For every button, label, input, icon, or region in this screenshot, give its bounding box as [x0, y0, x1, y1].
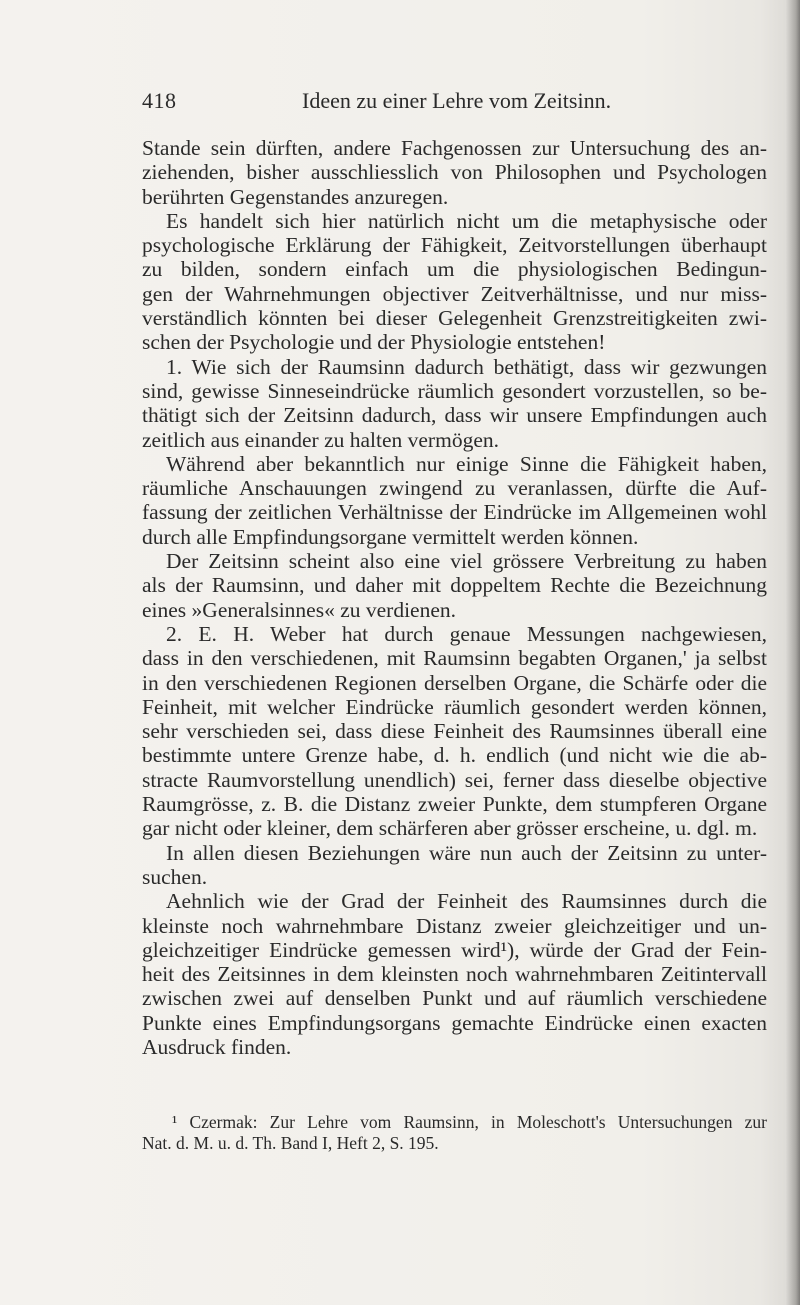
running-head: Ideen zu einer Lehre vom Zeitsinn. — [302, 88, 612, 113]
text-line: Stande sein dürften, andere Fachgenossen zur Untersuchung des an- — [142, 136, 767, 160]
text-line: zwischen zwei auf denselben Punkt und auf räumlich verschiedene — [142, 986, 767, 1011]
text-line: verständlich könnten bei dieser Gelegenheit Grenzstreitigkeiten zwi- — [142, 306, 767, 331]
footnote-line: Nat. d. M. u. d. Th. Band I, Heft 2, S. 195. — [142, 1133, 439, 1153]
text-line: berührten Gegenstandes anzuregen. — [142, 184, 449, 209]
text-line: thätigt sich der Zeitsinn dadurch, dass wir unsere Empfindungen auch — [142, 403, 767, 428]
text-line: Aehnlich wie der Grad der Feinheit des Raumsinnes durch die — [166, 889, 767, 914]
text-line: 2. E. H. Weber hat durch genaue Messungen nachgewiesen, — [166, 621, 767, 646]
text-line: in den verschiedenen Regionen derselben Organe, die Schärfe oder die — [142, 670, 767, 695]
text-line: stracte Raumvorstellung unendlich) sei, ferner dass dieselbe objective — [142, 767, 767, 792]
text-line: bestimmte untere Grenze habe, d. h. endlich (und nicht wie die ab- — [142, 743, 767, 768]
text-line: gen der Wahrnehmungen objectiver Zeitverhältnisse, und nur miss- — [142, 281, 767, 306]
text-line: ziehenden, bisher ausschliesslich von Philosophen und Psychologen — [142, 160, 767, 185]
text-line: psychologische Erklärung der Fähigkeit, Zeitvorstellungen überhaupt — [142, 233, 767, 258]
text-line: suchen. — [142, 864, 208, 889]
footnote — [142, 1112, 767, 1154]
text-line: gar nicht oder kleiner, dem schärferen aber grösser erscheine, u. dgl. m. — [142, 816, 758, 841]
text-line: räumliche Anschauungen zwingend zu veranlassen, dürfte die Auf- — [142, 476, 767, 501]
text-line: In allen diesen Beziehungen wäre nun auch der Zeitsinn zu unter- — [166, 840, 767, 865]
text-line: 1. Wie sich der Raumsinn dadurch bethätigt, dass wir gezwungen — [166, 354, 767, 379]
text-line: schen der Psychologie und der Physiologie entstehen! — [142, 330, 606, 355]
page-number: 418 — [142, 88, 177, 113]
text-line: Der Zeitsinn scheint also eine viel grössere Verbreitung zu haben — [166, 549, 767, 574]
text-line: Während aber bekanntlich nur einige Sinne die Fähigkeit haben, — [166, 451, 767, 476]
text-line: dass in den verschiedenen, mit Raumsinn begabten Organen,' ja selbst — [142, 646, 767, 671]
text-line: fassung der zeitlichen Verhältnisse der Eindrücke im Allgemeinen wohl — [142, 500, 767, 525]
text-line: sehr verschieden sei, dass diese Feinheit des Raumsinnes überall eine — [142, 719, 767, 744]
text-line: Raumgrösse, z. B. die Distanz zweier Punkte, dem stumpferen Organe — [142, 792, 767, 817]
page-header — [142, 88, 762, 118]
body-text — [142, 136, 767, 1059]
page-edge-shadow — [786, 0, 800, 1305]
text-line: als der Raumsinn, und daher mit doppeltem Rechte die Bezeichnung — [142, 573, 767, 598]
text-line: zu bilden, sondern einfach um die physiologischen Bedingun- — [142, 257, 767, 282]
text-line: gleichzeitiger Eindrücke gemessen wird¹), würde der Grad der Fein- — [142, 937, 767, 962]
text-line: Ausdruck finden. — [142, 1034, 292, 1059]
text-line: sind, gewisse Sinneseindrücke räumlich gesondert vorzustellen, so be- — [142, 378, 767, 403]
text-line: Feinheit, mit welcher Eindrücke räumlich gesondert werden können, — [142, 694, 767, 719]
text-line: Es handelt sich hier natürlich nicht um die metaphysische oder — [166, 208, 767, 233]
text-line: Punkte eines Empfindungsorgans gemachte Eindrücke einen exacten — [142, 1010, 767, 1035]
text-line: eines »Generalsinnes« zu verdienen. — [142, 597, 457, 622]
footnote-line: ¹ Czermak: Zur Lehre vom Raumsinn, in Moleschott's Untersuchungen zur — [172, 1112, 767, 1132]
text-line: zeitlich aus einander zu halten vermögen. — [142, 427, 499, 452]
text-line: heit des Zeitsinnes in dem kleinsten noch wahrnehmbaren Zeitintervall — [142, 962, 767, 987]
text-line: durch alle Empfindungsorgane vermittelt werden können. — [142, 524, 639, 549]
text-line: kleinste noch wahrnehmbare Distanz zweier gleichzeitiger und un- — [142, 913, 767, 938]
